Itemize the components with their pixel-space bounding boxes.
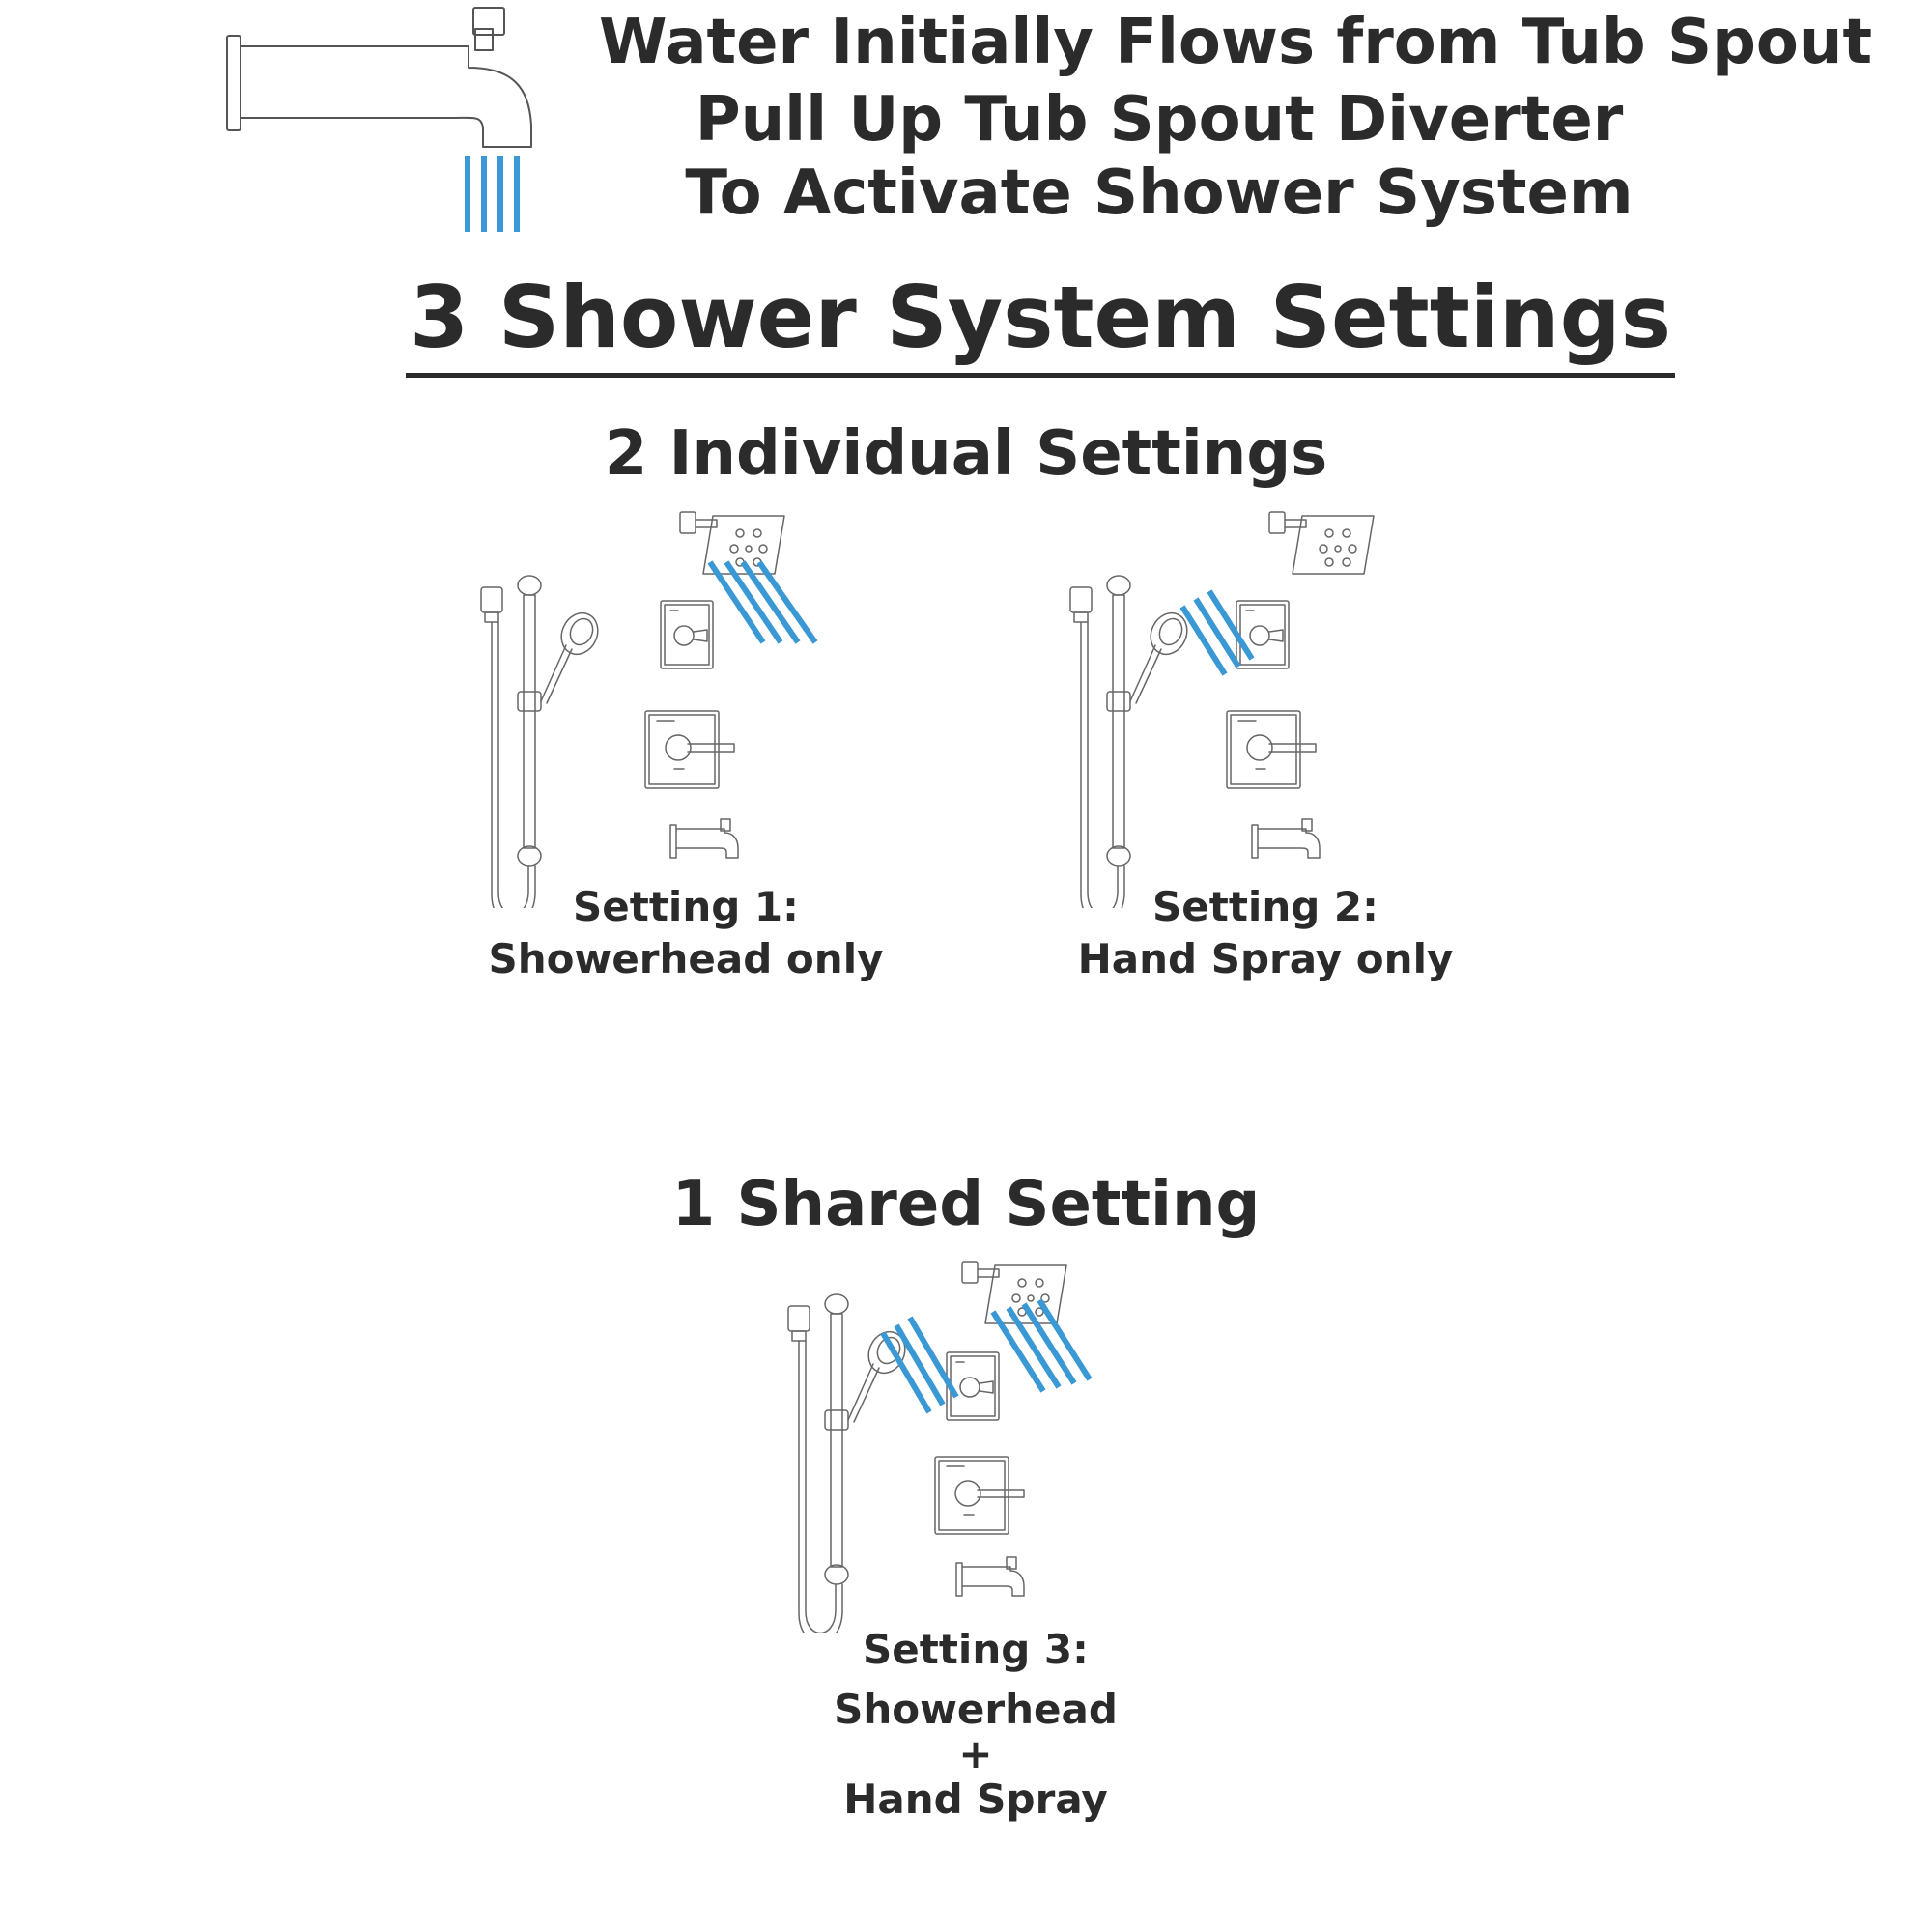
setting-3-line-2: Hand Spray [843, 1775, 1108, 1823]
intro-line-3: To Activate Shower System [685, 157, 1634, 229]
setting-2-illustration [1063, 502, 1430, 908]
main-heading-text: 3 Shower System Settings [406, 268, 1675, 378]
setting-1-title: Setting 1: [573, 883, 799, 930]
intro-line-1: Water Initially Flows from Tub Spout [599, 7, 1873, 78]
setting-3-caption [744, 1628, 1208, 1822]
setting-1-caption [454, 881, 918, 985]
setting-2-description: Hand Spray only [1077, 934, 1454, 982]
tub-spout-icon [222, 0, 551, 242]
setting-2-title: Setting 2: [1152, 883, 1378, 930]
main-heading [406, 268, 1671, 367]
intro-line-2: Pull Up Tub Spout Diverter [695, 84, 1624, 156]
individual-settings-heading: 2 Individual Settings [604, 418, 1328, 490]
setting-3-title: Setting 3: [863, 1626, 1089, 1673]
shared-setting-heading: 1 Shared Setting [671, 1169, 1261, 1240]
setting-1-illustration [473, 502, 840, 908]
setting-2-caption [1024, 881, 1507, 985]
setting-3-line-1: Showerhead [834, 1686, 1118, 1734]
setting-3-illustration [773, 1246, 1159, 1633]
setting-3-plus: + [958, 1730, 993, 1778]
setting-1-description: Showerhead only [488, 934, 884, 982]
